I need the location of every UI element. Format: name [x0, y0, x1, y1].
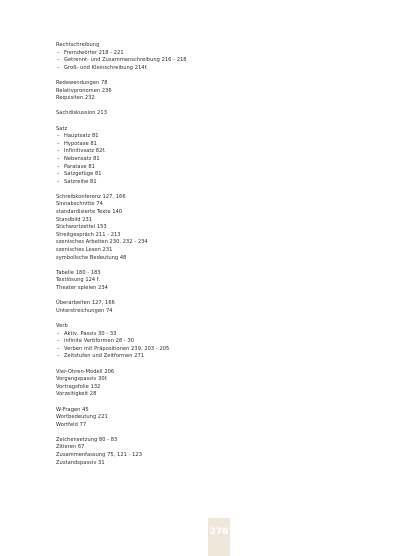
- index-entry: Schreibkonferenz 127, 166: [56, 193, 126, 200]
- index-entry: Redewendungen 78: [56, 79, 108, 86]
- index-entry: Wortbedeutung 221: [56, 414, 108, 421]
- index-subentry: – Groß- und Kleinschreibung 214f.: [56, 65, 276, 73]
- index-subentry: – Zeitstufen und Zeitformen 271: [56, 353, 276, 361]
- index-group: [56, 194, 276, 262]
- index-group: [56, 110, 276, 118]
- index-subentry: – infinite Verbformen 28 - 30: [56, 338, 276, 346]
- index-entry: Zusammenfassung 75, 121 - 123: [56, 452, 143, 459]
- index-entry: Vorgangspassiv 30f.: [56, 376, 108, 383]
- index-subentry: – Infinitivsatz 82f.: [56, 148, 276, 156]
- index-entry: symbolische Bedeutung 48: [56, 254, 127, 261]
- index-entry: Zitieren 67: [56, 444, 85, 451]
- index-subentry: – Hypotaxe 81: [56, 141, 276, 149]
- index-entry: Vorzeitigkeit 28: [56, 391, 97, 398]
- index-group: [56, 270, 276, 293]
- index-list: [56, 42, 276, 467]
- index-entry: Requisiten 232: [56, 95, 95, 102]
- index-entry: Satz: [56, 125, 68, 132]
- index-entry: standardisierte Texte 140: [56, 209, 123, 216]
- index-entry: Relativpronomen 236: [56, 87, 112, 94]
- index-subentry: – Nebensatz 81: [56, 156, 276, 164]
- index-entry: Standbild 231: [56, 216, 93, 223]
- index-entry: Sachdiskussion 213: [56, 110, 108, 117]
- index-group: [56, 407, 276, 430]
- index-subentry: – Hauptsatz 81: [56, 133, 276, 141]
- index-entry: Rechtschreibung: [56, 42, 100, 48]
- index-group: [56, 300, 276, 315]
- index-entry: Theater spielen 234: [56, 285, 108, 291]
- index-entry: Textlösung 124 f.: [56, 277, 101, 284]
- index-subentry: – Aktiv, Passiv 30 - 33: [56, 331, 276, 339]
- index-entry: W-Fragen 45: [56, 406, 89, 413]
- index-entry: Streitgespräch 211 - 213: [56, 231, 121, 238]
- index-group: [56, 437, 276, 467]
- index-subentry: – Parataxe 81: [56, 164, 276, 172]
- index-entry: Zustandspassiv 31: [56, 459, 105, 466]
- index-group: [56, 42, 276, 72]
- index-entry: szenisches Lesen 231: [56, 247, 113, 254]
- index-subentry: – Getrennt- und Zusammenschreibung 216 - 218: [56, 57, 276, 65]
- index-entry: Überarbeiten 127, 166: [56, 300, 115, 307]
- index-entry: Tabelle 180 - 183: [56, 269, 101, 276]
- index-entry: Wortfeld 77: [56, 421, 87, 428]
- index-entry: szenisches Arbeiten 230, 232 - 234: [56, 239, 148, 246]
- index-group: [56, 323, 276, 361]
- index-entry: Stichwortzettel 153: [56, 224, 107, 231]
- index-entry: Unterstreichungen 74: [56, 307, 113, 314]
- index-entry: Zeichensetzung 80 - 83: [56, 436, 118, 443]
- index-subentry: – Verben mit Präpositionen 239, 203 - 205: [56, 346, 276, 354]
- index-entry: Vortragsfolie 132: [56, 383, 101, 390]
- page-number: 276: [209, 527, 229, 537]
- index-subentry: – Fremdwörter 218 - 221: [56, 50, 276, 58]
- index-entry: Vier-Ohren-Modell 206: [56, 368, 115, 375]
- index-subentry: – Satzgefüge 81: [56, 171, 276, 179]
- index-group: [56, 80, 276, 103]
- index-group: [56, 369, 276, 399]
- index-subentry: – Satzreihe 81: [56, 179, 276, 187]
- index-entry: Verb: [56, 322, 68, 329]
- index-entry: Sinnabschnitte 74: [56, 201, 103, 208]
- index-group: [56, 126, 276, 187]
- page-number-tab: [208, 518, 230, 556]
